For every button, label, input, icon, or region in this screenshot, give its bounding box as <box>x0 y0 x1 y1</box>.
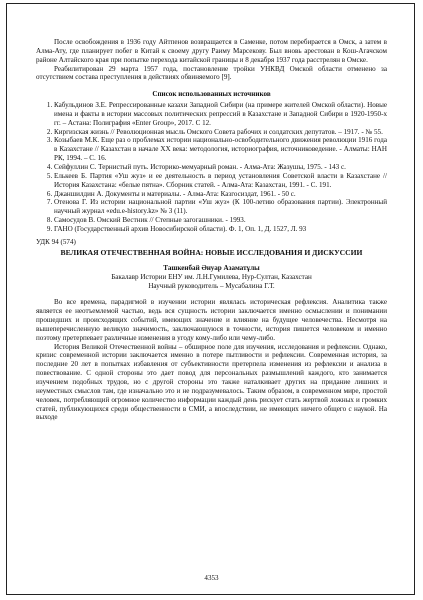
body-paragraph-1: Во все времена, парадигмой в изучении истории являлась историческая рефлексия. Аналитика также является ее неотъемлемой частью, ведь вся сущность истории заключается именно осмыслении и понимании прошедших и происходящих событий, имеющих значение и влияние на будущее человечества. Несмотря на вышеперечисленную великую значимость, заключающуюся в точности, история пишется человеком и именно поэтому претерпевает различные изменения в угоду кому-либо или чему-либо. <box>36 298 387 342</box>
source-item: 5. Елькеев Б. Партия «Уш жуз» и ее деятельность в период установления Советской власти в Казахстане // История Казахстана: «белые пятна». Сборник статей. - Алма-Ата: Казахстан, 1991. - С. 191. <box>54 172 387 190</box>
sources-list <box>36 101 387 234</box>
author-name: Ташкенбай Әнуар Азаматұлы <box>163 263 260 272</box>
author-affiliation: Бакалавр Истории ЕНУ им. Л.Н.Гумилева, Нур-Султан, Казахстан <box>111 272 312 281</box>
document-page <box>36 38 387 583</box>
intro-paragraph-1: После освобождения в 1936 году Айтпенов возвращается в Саменке, потом перебирается в Омск, а затем в Алма-Ату, где планирует побег в Китай к своему другу Раиму Марсекову. Был вновь арестован в Кош-Агачском районе Алтайского края при попытке перехода китайской границы и 8 декабря 1937 года расстрелян в Омске. <box>36 38 387 64</box>
scientific-supervisor: Научный руководитель – Мусабалина Г.Т. <box>148 281 275 290</box>
source-item: 8. Самосудов В. Омский Вестник // Степные загогашники. - 1993. <box>54 216 387 225</box>
intro-paragraph-2: Реабилитирован 29 марта 1957 года, постановление тройки УНКВД Омской области отменено за отсутствием состава преступления в действиях обвиняемого [9]. <box>36 64 387 82</box>
body-paragraph-2: История Великой Отечественной войны – обширное поле для изучения, исследования и рефлексии. Однако, кризис современной истории заключается именно в потере пытливости и рефлексии. Современная история, за последние 20 лет в попытках избавления от субъективности претерпела изменения из рефлексии и анализа в повествование. С одной стороны это дает повод для персональных размышлений каждого, кто занимается изучением подобных трудов, но с другой стороны это также наталкивает других на придание лишних и неуместных смыслов там, где изначально это и не подразумевалось. Таким образом, в современном мире, простой человек, потребляющий огромное количество информации каждый день рискует стать жертвой ложных и громких статей, публикующихся среди общественности в СМИ, а впоследствии, не имеющих ничего общего с наукой. На выходе <box>36 342 387 422</box>
source-item: 7. Отенова Г. Из истории национальной партии «Уш жуз» (К 100-летию образования партии). Электронный научный журнал «edu.e-history.kz» № 3 (11). <box>54 198 387 216</box>
udk-code: УДК 94 (574) <box>36 237 76 246</box>
source-item: 1. Кабульдинов З.Е. Репрессированные казахи Западной Сибири (на примере жителей Омской области). Новые имена и факты в истории массовых политических репрессий в Казахстане и Западной Сибири в 1920-1950-х гг. – Астана: Полиграфия «Enter Group», 2017. С 12. <box>54 101 387 128</box>
article-title: ВЕЛИКАЯ ОТЕЧЕСТВЕННАЯ ВОЙНА: НОВЫЕ ИССЛЕДОВАНИЯ И ДИСКУССИИ <box>60 247 363 257</box>
source-item: 4. Сейфуллин С. Тернистый путь. Историко-мемуарный роман. - Алма-Ата: Жазушы, 1975. - 143 с. <box>54 163 387 172</box>
source-item: 9. ГАНО (Государственный архив Новосибирской области). Ф. 1, Оп. 1, Д. 1527, Л. 93 <box>54 225 387 234</box>
page-number: 4353 <box>204 574 219 582</box>
source-item: 3. Козыбаев М.К. Еще раз о проблемах истории национально-освободительного движения революции 1916 года в Казахстане // Казахстан в начале ХХ века: методология, историография, источниковедение. - Алматы: НАН РК, 1994. – С. 16. <box>54 136 387 163</box>
source-item: 2. Киргизская жизнь // Революционная мысль Омского Совета рабочих и солдатских депутатов. – 1917. - № 55. <box>54 128 387 137</box>
sources-heading: Список использованных источников <box>152 90 271 99</box>
source-item: 6. Джаншилдин А. Документы и материалы. - Алма-Ата: Казгосиздат, 1961. - 50 с. <box>54 190 387 199</box>
